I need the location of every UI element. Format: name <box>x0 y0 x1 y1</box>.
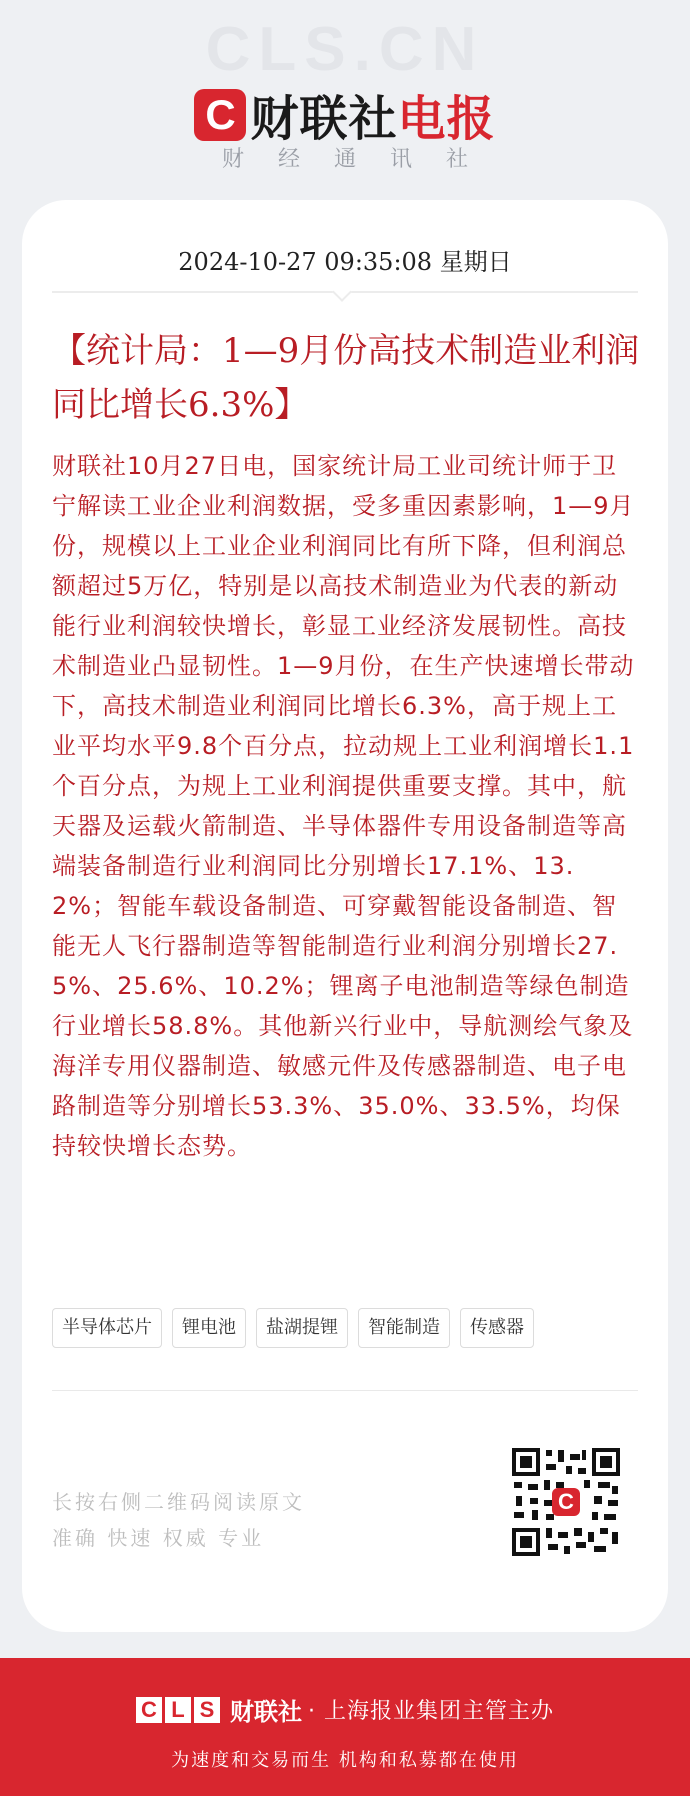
brand-logo <box>0 80 690 149</box>
tag-list <box>52 1308 534 1348</box>
slogan-text: 准确 快速 权威 专业 <box>52 1526 265 1550</box>
tag-salt-lake-lithium[interactable]: 盐湖提锂 <box>256 1308 348 1348</box>
tag-lithium-battery[interactable]: 锂电池 <box>172 1308 246 1348</box>
footer-slogan: 为速度和交易而生 机构和私募都在使用 <box>171 1750 519 1771</box>
qr-code-icon[interactable] <box>510 1446 622 1558</box>
article-headline: 【统计局：1—9月份高技术制造业利润同比增长6.3%】 <box>52 331 640 425</box>
qr-hint-text: 长按右侧二维码阅读原文 <box>52 1490 305 1514</box>
watermark: CLS.CN <box>205 15 485 84</box>
footer-organization: · 上海报业集团主管主办 <box>308 1699 554 1724</box>
tag-semiconductor[interactable]: 半导体芯片 <box>52 1308 162 1348</box>
footer-brand-row <box>0 1692 690 1727</box>
logo-title: 财联社电报 <box>250 91 496 147</box>
article-body: 财联社10月27日电，国家统计局工业司统计师于卫宁解读工业企业利润数据，受多重因素影响，1—9月份，规模以上工业企业利润同比有所下降，但利润总额超过5万亿，特别是以高技术制造业为代表的新动能行业利润较快增长，彰显工业经济发展韧性。高技术制造业凸显韧性。1—9月份，在生产快速增长带动下，高技术制造业利润同比增长6.3%，高于规上工业平均水平9.8个百分点，拉动规上工业利润增长1.1个百分点，为规上工业利润提供重要支撑。其中，航天器及运载火箭制造、半导体器件专用设备制造等高端装备制造行业利润同比分别增长17.1%、13.2%；智能车载设备制造、可穿戴智能设备制造、智能无人飞行器制造等智能制造行业利润分别增长27.5%、25.6%、10.2%；锂离子电池制造等绿色制造行业增长58.8%。其他新兴行业中，导航测绘气象及海洋专用仪器制造、敏感元件及传感器制造、电子电路制造等分别增长53.3%、35.0%、33.5%，均保持较快增长态势。 <box>52 452 635 1160</box>
article-datetime: 2024-10-27 09:35:08 星期日 <box>178 248 512 276</box>
tag-sensor[interactable]: 传感器 <box>460 1308 534 1348</box>
footer-brand-name: 财联社 <box>230 1698 302 1726</box>
cls-logo-icon: C L S <box>136 1697 220 1723</box>
footer-banner <box>0 1658 690 1796</box>
logo-subtitle: 财经通讯社 <box>221 147 502 172</box>
tag-smart-manufacturing[interactable]: 智能制造 <box>358 1308 450 1348</box>
cls-logo-icon: C <box>194 89 246 141</box>
section-divider <box>52 1390 638 1391</box>
svg-text:C: C <box>558 1489 574 1514</box>
